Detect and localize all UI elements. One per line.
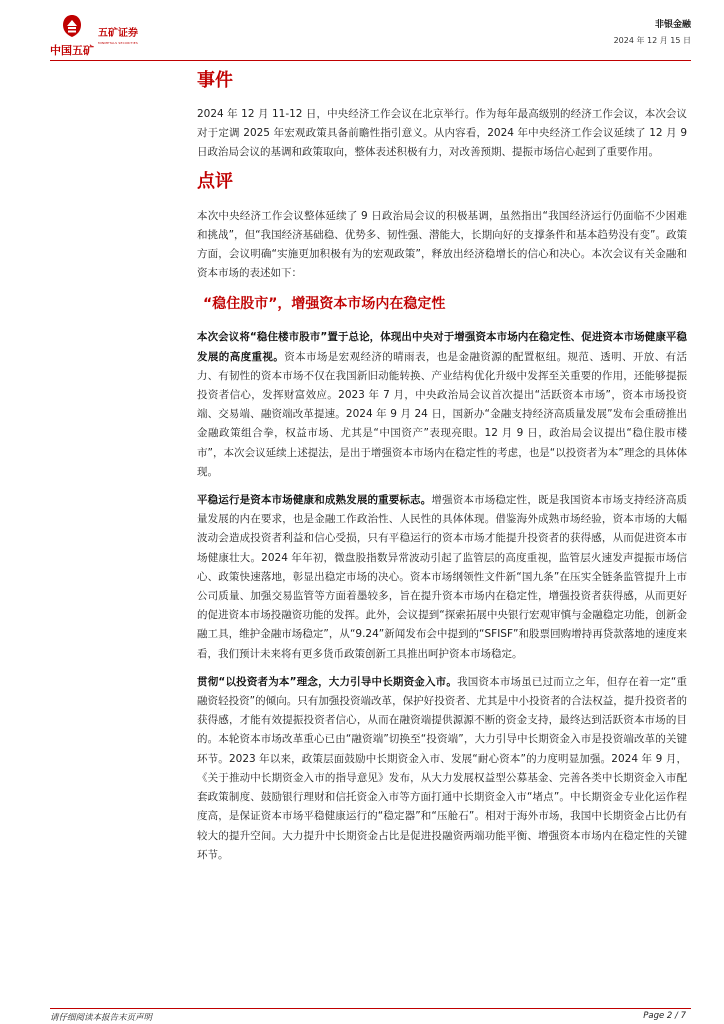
stock-market-paragraph [197,328,687,482]
section-subtitle: “稳住股市”，增强资本市场内在稳定性 [203,296,446,313]
event-heading: 事件 [197,70,233,91]
stock-market-lead: 本次会议将“稳住楼市股市”置于总论，体现出中央对于增强资本市场内在稳定性、促进资本市场健康平稳发展的高度重视。 [197,331,687,363]
comment-intro-paragraph: 本次中央经济工作会议整体延续了 9 日政治局会议的积极基调，虽然指出“我国经济运行仍面临不少困难和挑战”，但“我国经济基础稳、优势多、韧性强、潜能大，长期向好的支撑条件和基本趋势没有变”。政策方面，会议明确“实施更加积极有为的宏观政策”，释放出经济稳增长的信心和决心。本次会议有关金融和资本市场的表述如下： [197,209,687,280]
minmetals-emblem-icon [61,14,83,38]
company-logo [50,12,200,56]
stability-lead: 平稳运行是资本市场健康和成熟发展的重要标志。 [197,494,432,507]
long-term-capital-text: 我国资本市场虽已过而立之年，但存在着一定“重融资轻投资”的倾向。只有加强投资端改革，保护好投资者、尤其是中小投资者的合法权益，提升投资者的获得感，才能有效提振投资者信心，从而在融资端提供源源不断的资金支持，最终达到活跃资本市场的目的。本轮资本市场改革重心已由“融资端”切换至“投资端”，大力引导中长期资金入市是投资端改革的关键环节。2023 年以来，政策层面鼓励中长期资金入市、发展“耐心资本”的力度明显加强。2024 年 9 月，《关于推动中长期资金入市的指导意见》发布，从大力发展权益型公募基金、完善各类中长期资金入市配套政策制度、鼓励银行理财和信托资金入市等方面打通中长期资金入市“堵点”。中长期资金专业化运作程度高，是保证资本市场平稳健康运行的“稳定器”和“压舱石”。相对于海外市场，我国中长期资金占比仍有较大的提升空间。大力提升中长期资金占比是促进投融资两端功能平衡、增强资本市场内在稳定性的关键环节。 [197,675,687,861]
comment-heading: 点评 [197,170,233,192]
securities-name: 五矿证券 [98,28,138,39]
page-header [0,0,724,62]
securities-logo [98,28,198,46]
report-category: 非银金融 [654,20,691,30]
report-body [197,66,687,865]
logo-main-text: 中国五矿 [50,44,94,57]
securities-english-name: MINMETALS SECURITIES [98,41,138,45]
footer-disclaimer: 请仔细阅读本报告末页声明 [50,1013,153,1023]
stability-text: 增强资本市场稳定性，既是我国资本市场支持经济高质量发展的内在要求，也是金融工作政治性、人民性的具体体现。借鉴海外成熟市场经验，资本市场的大幅波动会造成投资者利益和信心受损，只有平稳运行的资本市场才能提升投资者的获得感，从而促进资本市场健康壮大。2024 年年初，微盘股指数异常波动引起了监管层的高度重视，监管层火速发声提振市场信心、政策快速落地，彰显出稳定市场的决心。资本市场纲领性文件新“国九条”在压实全链条监管提升上市公司质量、加强交易监管等方面着墨较多，旨在提升资本市场内在稳定性，增强投资者获得感，从而更好的促进资本市场投融资功能的发挥。此外，会议提到“探索拓展中央银行宏观审慎与金融稳定功能，创新金融工具，维护金融市场稳定”，从“9.24”新闻发布会中提到的“SFISF”和股票回购增持再贷款落地的速度来看，我们预计未来将有更多货币政策创新工具推出呵护资本市场稳定。 [197,494,687,660]
page-number: Page 2 / 7 [643,1011,686,1021]
stability-paragraph [197,491,687,664]
long-term-capital-paragraph [197,673,687,865]
report-date: 2024 年 12 月 15 日 [613,36,691,45]
header-meta [614,18,691,48]
long-term-capital-lead: 贯彻“以投资者为本”理念，大力引导中长期资金入市。 [197,675,458,688]
event-paragraph: 2024 年 12 月 11-12 日，中央经济工作会议在北京举行。作为每年最高级别的经济工作会议，本次会议对于定调 2025 年宏观政策具备前瞻性指引意义。从内容看，2024 年中央经济工作会议延续了 12 月 9 日政治局会议的基调和政策取向，整体表述积极有力，对改善预期、提振市场信心起到了重要作用。 [197,108,687,159]
footer-divider [50,1008,691,1009]
stock-market-text: 资本市场是宏观经济的晴雨表，也是金融资源的配置枢纽。规范、透明、开放、有活力、有韧性的资本市场不仅在我国新旧动能转换、产业结构优化升级中发挥至关重要的作用，还能够提振投资者信心，发挥财富效应。2023 年 7 月，中央政治局会议首次提出“活跃资本市场”，资本市场投资端、交易端、融资端改革提速。2024 年 9 月 24 日，国新办“金融支持经济高质量发展”发布会重磅推出金融政策组合拳，权益市场、尤其是“中国资产”表现亮眼。12 月 9 日，政治局会议提出“稳住股市楼市”，本次会议延续上述提法，是出于增强资本市场内在稳定性的考虑，也是“以投资者为本”理念的具体体现。 [197,350,688,478]
minmetals-logo [50,12,94,56]
header-divider [50,60,691,61]
